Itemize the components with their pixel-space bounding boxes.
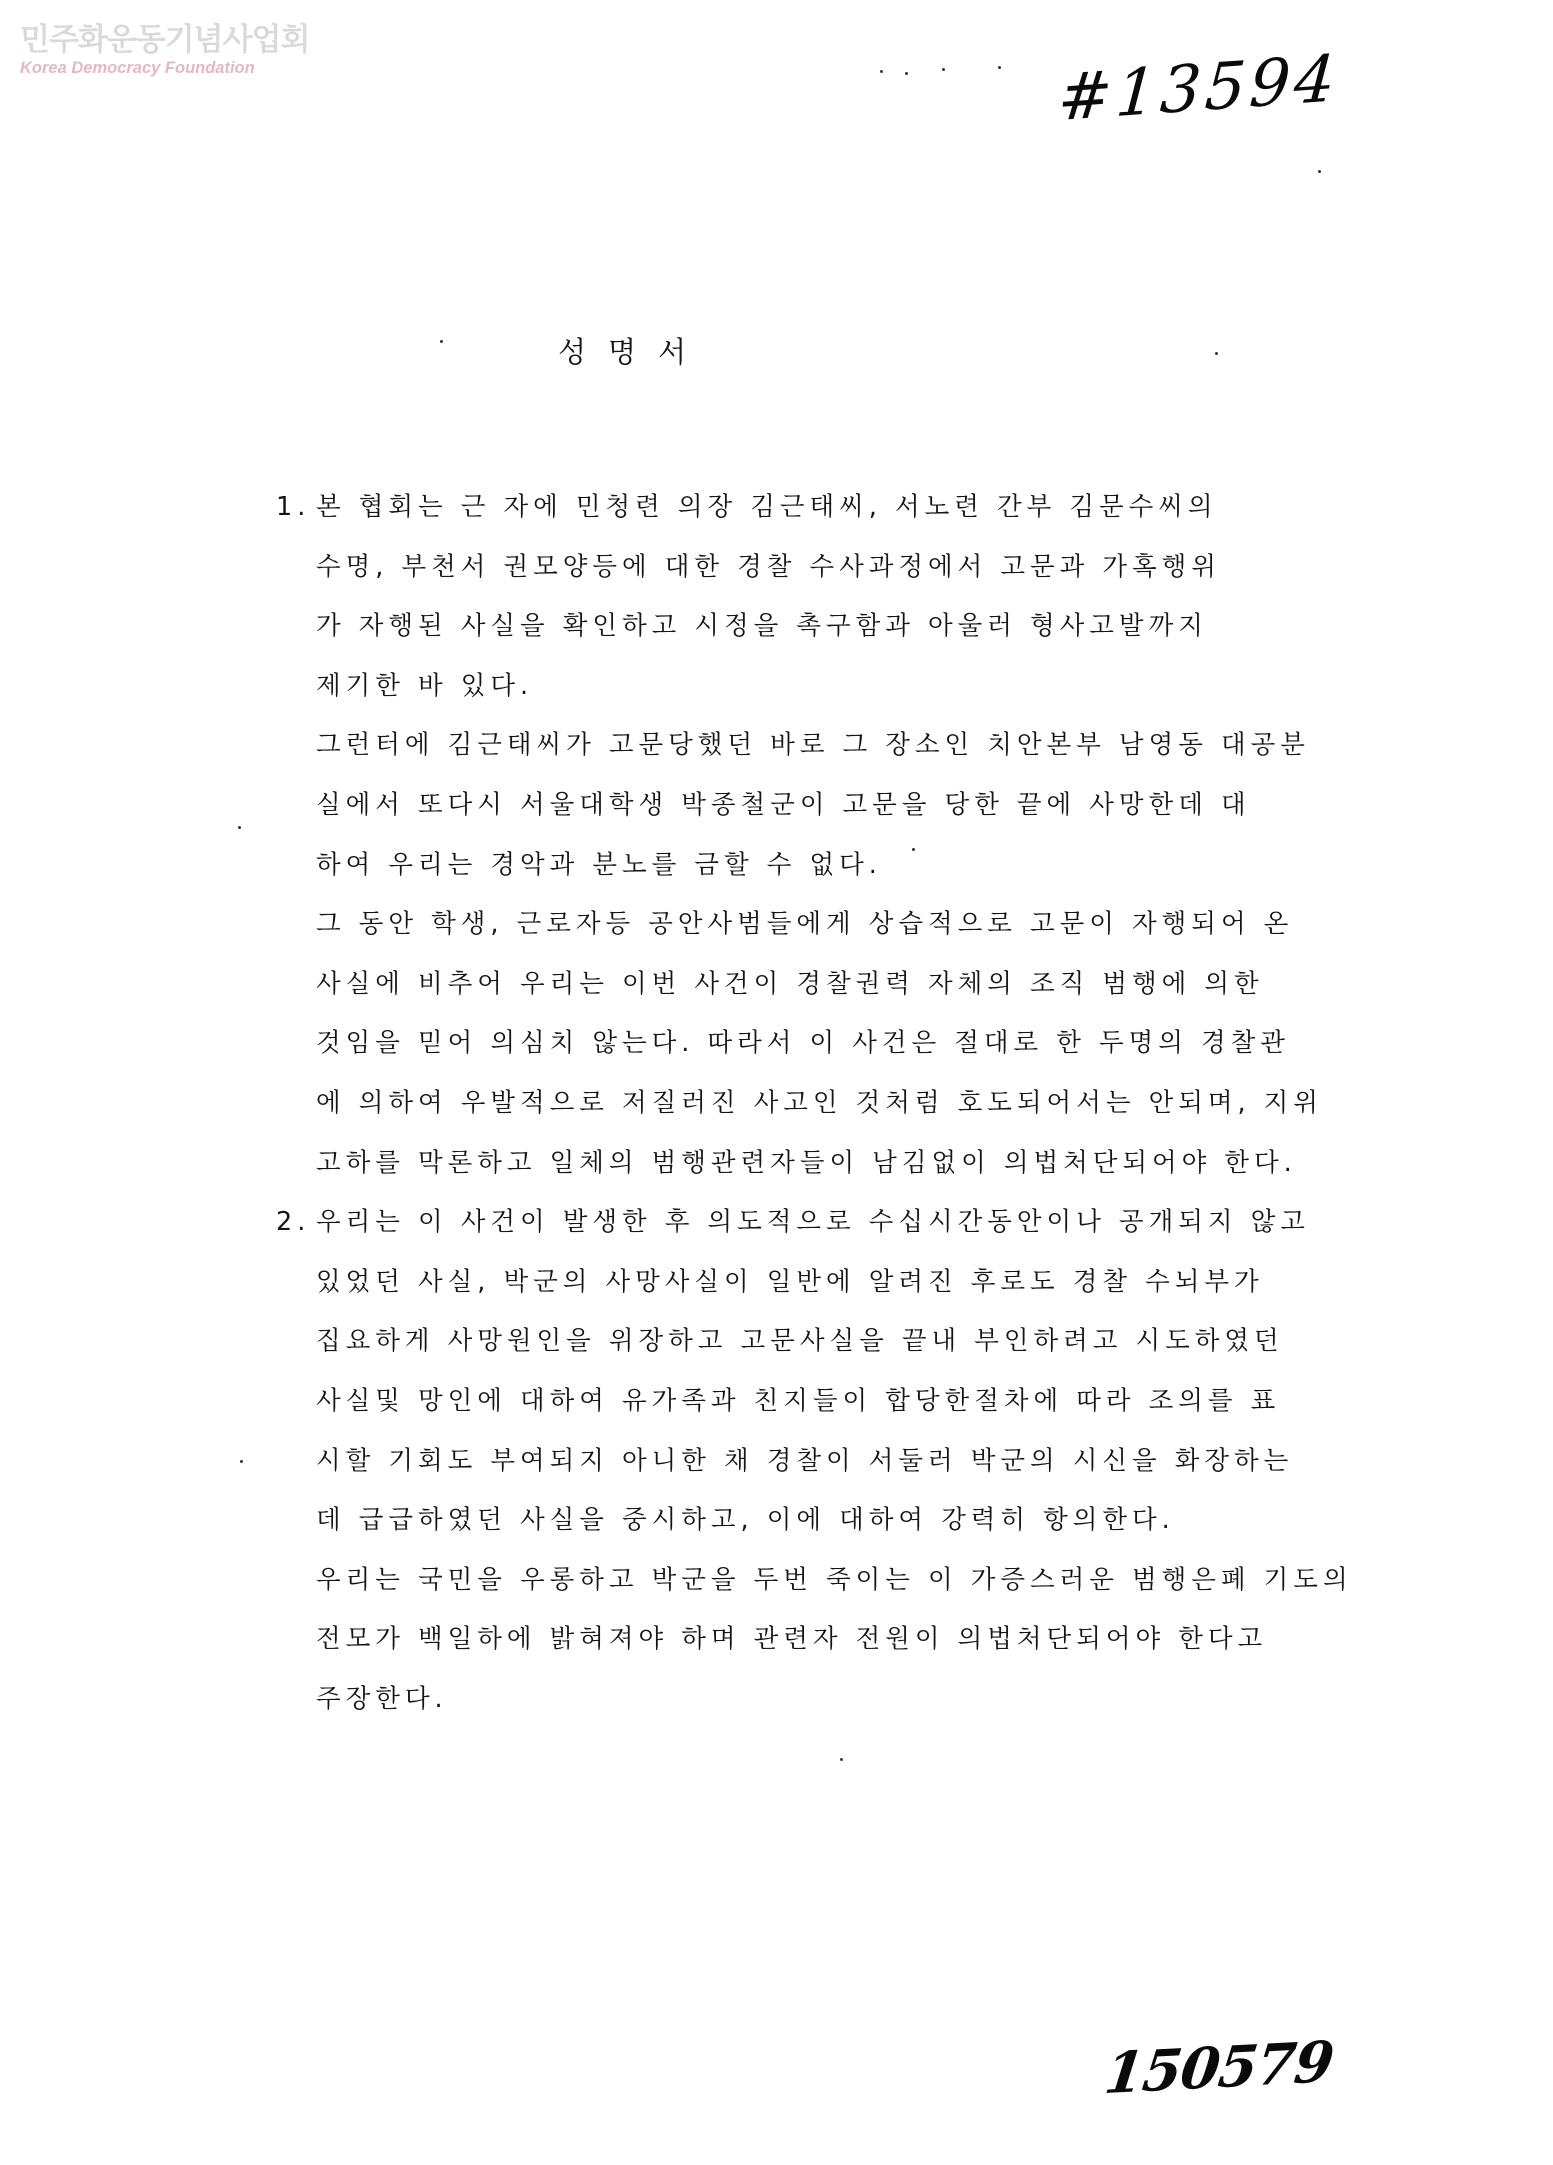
document-title: 성명서 bbox=[558, 335, 709, 369]
scan-speck bbox=[942, 68, 945, 71]
item-2-line-8: 전모가 백일하에 밝혀져야 하며 관련자 전원이 의법처단되어야 한다고 bbox=[316, 1624, 1268, 1655]
handwritten-document-number: #13594 bbox=[1055, 41, 1342, 137]
item-1-line-7: 하여 우리는 경악과 분노를 금할 수 없다. bbox=[316, 849, 882, 880]
item-1-line-2: 수명, 부천서 권모양등에 대한 경찰 수사과정에서 고문과 가혹행위 bbox=[316, 551, 1221, 582]
scan-speck bbox=[1318, 170, 1321, 173]
scan-speck bbox=[840, 1758, 843, 1761]
item-2-line-1 bbox=[276, 1193, 1310, 1253]
item-1-text: 본 협회는 근 자에 민청련 의장 김근태씨, 서노련 간부 김문수씨의 bbox=[316, 492, 1218, 522]
scan-speck bbox=[240, 1460, 243, 1463]
scan-speck bbox=[238, 826, 241, 829]
item-1-line-11: 에 의하여 우발적으로 저질러진 사고인 것처럼 호도되어서는 안되며, 지위 bbox=[316, 1087, 1323, 1118]
item-1-line-10: 것임을 믿어 의심치 않는다. 따라서 이 사건은 절대로 한 두명의 경찰관 bbox=[316, 1028, 1290, 1059]
scan-speck bbox=[880, 70, 883, 73]
item-1-line-1 bbox=[276, 478, 1286, 538]
item-2-line-5: 시할 기회도 부여되지 아니한 채 경찰이 서둘러 박군의 시신을 화장하는 bbox=[316, 1445, 1294, 1476]
item-1-line-8: 그 동안 학생, 근로자등 공안사범들에게 상습적으로 고문이 자행되어 온 bbox=[316, 909, 1294, 940]
item-1-line-9: 사실에 비추어 우리는 이번 사건이 경찰권력 자체의 조직 범행에 의한 bbox=[316, 968, 1264, 999]
item-1-line-4: 제기한 바 있다. bbox=[316, 670, 534, 701]
handwritten-archive-number: 150579 bbox=[1101, 2028, 1337, 2108]
scan-speck bbox=[912, 848, 915, 851]
watermark-english: Korea Democracy Foundation bbox=[20, 59, 255, 77]
item-1-number: 1. bbox=[276, 492, 311, 522]
scan-speck bbox=[440, 340, 443, 343]
item-2-line-9: 주장한다. bbox=[316, 1683, 448, 1714]
item-2-line-7: 우리는 국민을 우롱하고 박군을 두번 죽이는 이 가증스러운 범행은폐 기도의 bbox=[316, 1564, 1353, 1595]
item-1-line-3: 가 자행된 사실을 확인하고 시정을 촉구함과 아울러 형사고발까지 bbox=[316, 611, 1208, 642]
foundation-watermark bbox=[20, 22, 320, 78]
scan-speck bbox=[998, 66, 1001, 69]
item-2-text: 우리는 이 사건이 발생한 후 의도적으로 수십시간동안이나 공개되지 않고 bbox=[316, 1207, 1310, 1238]
item-1-line-12: 고하를 막론하고 일체의 범행관련자들이 남김없이 의법처단되어야 한다. bbox=[316, 1147, 1297, 1178]
item-2-number: 2. bbox=[276, 1207, 311, 1238]
item-1-line-6: 실에서 또다시 서울대학생 박종철군이 고문을 당한 끝에 사망한데 대 bbox=[316, 789, 1251, 820]
watermark-korean: 민주화운동기념사업회 bbox=[20, 22, 310, 58]
item-1-line-5: 그런터에 김근태씨가 고문당했던 바로 그 장소인 치안본부 남영동 대공분 bbox=[316, 730, 1310, 761]
item-2-line-3: 집요하게 사망원인을 위장하고 고문사실을 끝내 부인하려고 시도하였던 bbox=[316, 1326, 1284, 1357]
statement-body bbox=[276, 478, 1353, 1729]
item-2-line-2: 있었던 사실, 박군의 사망사실이 일반에 알려진 후로도 경찰 수뇌부가 bbox=[316, 1266, 1264, 1297]
item-2-line-4: 사실및 망인에 대하여 유가족과 친지들이 합당한절차에 따라 조의를 표 bbox=[316, 1385, 1281, 1416]
item-2-line-6: 데 급급하였던 사실을 중시하고, 이에 대하여 강력히 항의한다. bbox=[316, 1505, 1175, 1536]
scan-speck bbox=[905, 72, 908, 75]
scan-speck bbox=[1215, 352, 1218, 355]
